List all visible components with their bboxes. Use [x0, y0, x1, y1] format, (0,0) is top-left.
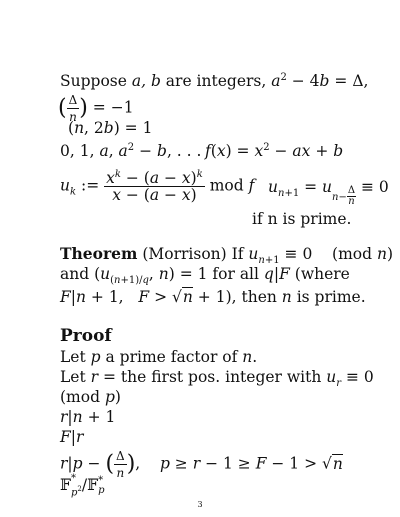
proof-line-7: 𝔽 * $p^2$ /𝔽 * p [60, 473, 105, 499]
proof-line-5: F|r [60, 428, 84, 446]
theorem-line-2: and ($u_{(n+1)/q}$, n) = 1 for all q|F (where [60, 265, 350, 287]
proof-line-6: r|p − ( $\frac{\Delta}{n}$ ), p ≥ r − 1 ≥ F − 1 > √n [60, 449, 343, 480]
proof-line-3: (mod p) [60, 388, 121, 406]
page-number: 3 [197, 500, 203, 509]
proof-line-4: r|n + 1 [60, 408, 116, 426]
theorem-heading: Theorem [60, 244, 138, 263]
sequence-line: 0, 1, a, $a^2 - b$, . . . [60, 141, 202, 160]
proof-line-2: Let r = the first pos. integer with $u_r \equiv 0$ [60, 368, 374, 390]
proof-heading: Proof [60, 326, 112, 346]
uk-definition: $u_k$ := $\frac{x^k - (a - x)^k}{x - (a - x)}$ mod f [60, 168, 255, 204]
legendre-condition: ( $\frac{\Delta}{n}$ ) = −1 [58, 93, 134, 124]
legendre-value: = −1 [92, 98, 134, 117]
intro-line: Suppose a, b are integers, $a^2 - 4b = \Delta$, [60, 71, 369, 90]
if-n-prime: if n is prime. [252, 210, 352, 228]
gcd-condition: (n, 2b) = 1 [68, 119, 153, 137]
proof-line-1: Let p a prime factor of n. [60, 348, 258, 366]
theorem-line-3: F|n + 1, F > √n + 1), then n is prime. [60, 288, 366, 306]
polynomial-definition: $f(x) = x^2$ − ax + b [205, 141, 344, 160]
u-recurrence: $u_{n+1} = u_{n- \frac{\Delta}{n}}$ ≡ 0 [268, 178, 389, 207]
theorem-line-1: Theorem (Morrison) If $u_{n+1} \equiv 0$ (mod n) [60, 244, 393, 267]
